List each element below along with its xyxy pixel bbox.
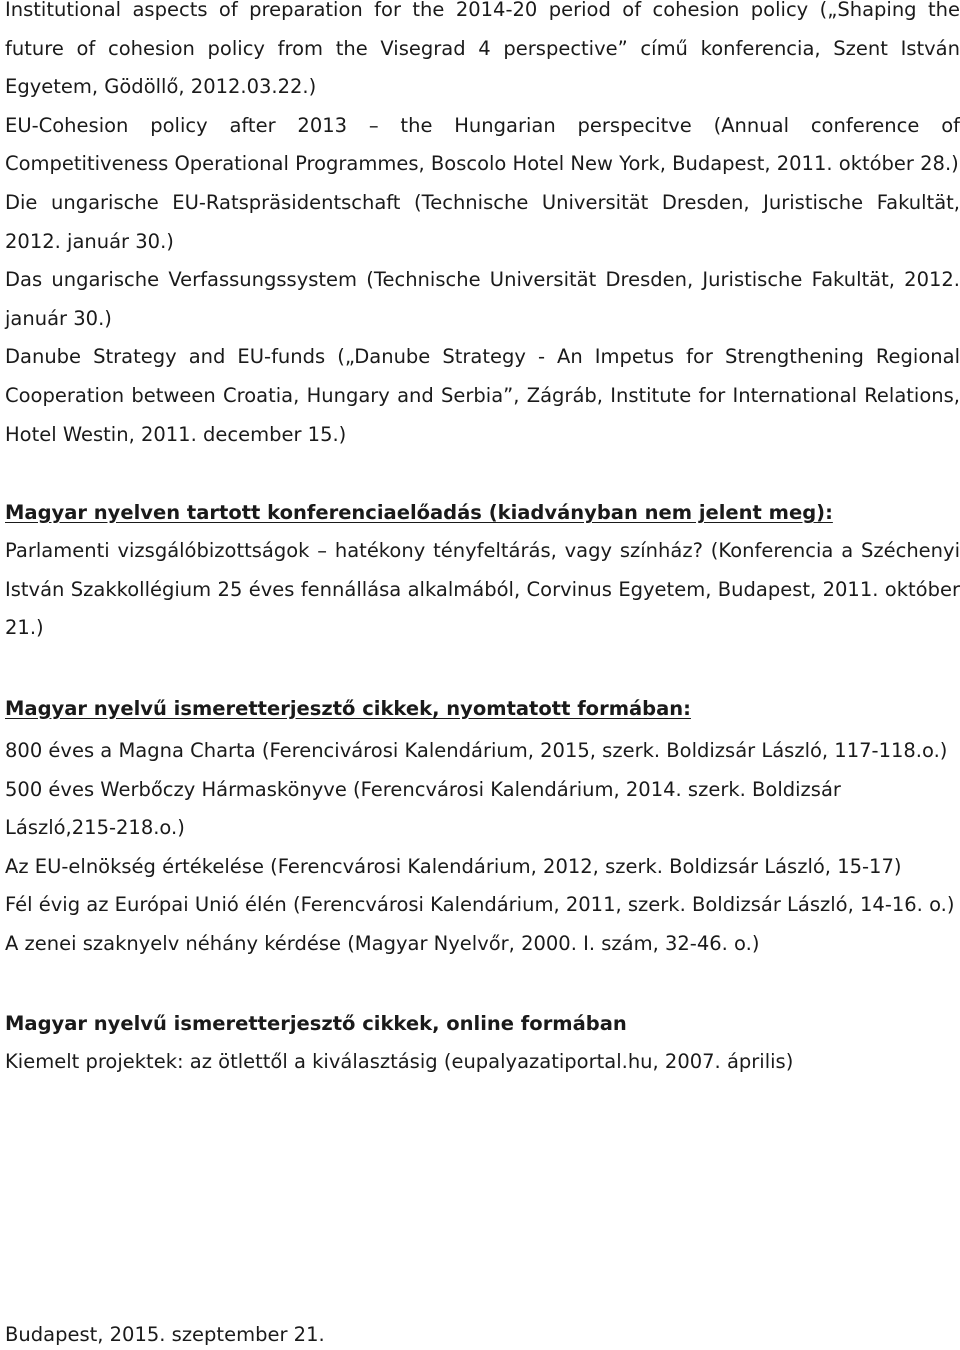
list-item: EU-Cohesion policy after 2013 – the Hungarian perspecitve (Annual conference of Competitiveness Operational Programmes, Boscolo Hotel New York, Budapest, 2011. október 28.) (5, 113, 960, 176)
list-item: Danube Strategy and EU-funds („Danube Strategy - An Impetus for Strengthening Regional Cooperation between Croatia, Hungary and Serbia”, Zágráb, Institute for International Relations, Hotel Westin, 2011. december 15.) (5, 345, 960, 446)
list-item: 800 éves a Magna Charta (Ferencivárosi Kalendárium, 2015, szerk. Boldizsár László, 117-118.o.) (5, 738, 948, 762)
section-lecture (5, 494, 960, 648)
list-item: 500 éves Werbőczy Hármaskönyve (Ferencvárosi Kalendárium, 2014. szerk. Boldizsár László,215-218.o.) (5, 777, 841, 840)
section-online (5, 1005, 960, 1082)
list-item: Kiemelt projektek: az ötlettől a kiválasztásig (eupalyazatiportal.hu, 2007. április) (5, 1050, 794, 1074)
list-item: Parlamenti vizsgálóbizottságok – hatékony tényfeltárás, vagy színház? (Konferencia a Széchenyi István Szakkollégium 25 éves fennállása alkalmából, Corvinus Egyetem, Budapest, 2011. október 21.) (5, 539, 960, 640)
section-heading: Magyar nyelven tartott konferenciaelőadás (kiadványban nem jelent meg): (5, 501, 833, 525)
section-heading: Magyar nyelvű ismeretterjesztő cikkek, online formában (5, 1012, 627, 1036)
list-item: A zenei szaknyelv néhány kérdése (Magyar Nyelvőr, 2000. I. szám, 32-46. o.) (5, 931, 760, 955)
list-item: Die ungarische EU-Ratspräsidentschaft (Technische Universität Dresden, Juristische Fakultät, 2012. január 30.) (5, 190, 960, 253)
list-item: Institutional aspects of preparation for the 2014-20 period of cohesion policy („Shaping the future of cohesion policy from the Visegrad 4 perspective” című konferencia, Szent István Egyetem, Gödöllő, 2012.03.22.) (5, 0, 960, 99)
document-page (5, 0, 960, 1082)
section-print (5, 690, 960, 964)
place-date: Budapest, 2015. szeptember 21. (5, 1323, 325, 1346)
top-entries (5, 0, 960, 454)
section-heading: Magyar nyelvű ismeretterjesztő cikkek, nyomtatott formában: (5, 696, 691, 720)
list-item: Az EU-elnökség értékelése (Ferencvárosi Kalendárium, 2012, szerk. Boldizsár László, 15-17) (5, 854, 902, 878)
list-item: Fél évig az Európai Unió élén (Ferencvárosi Kalendárium, 2011, szerk. Boldizsár László, 14-16. o.) (5, 893, 955, 917)
list-item: Das ungarische Verfassungssystem (Technische Universität Dresden, Juristische Fakultät, 2012. január 30.) (5, 268, 960, 330)
